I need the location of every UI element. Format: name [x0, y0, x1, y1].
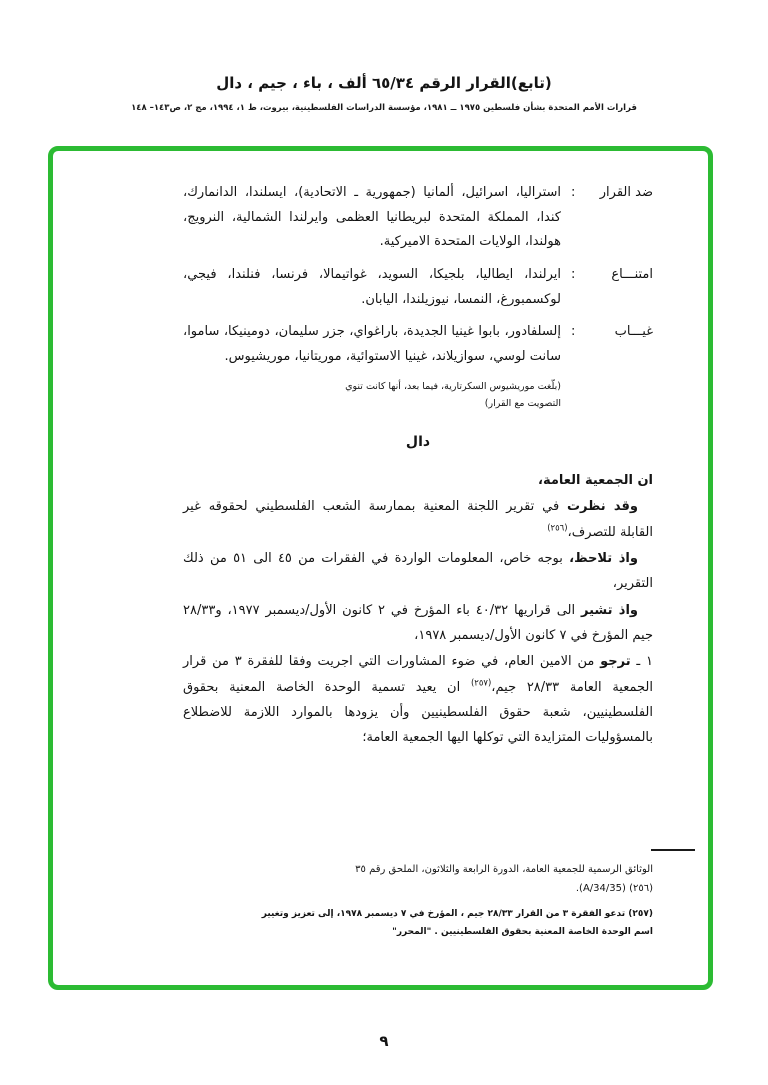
paragraph — [183, 468, 653, 493]
vote-label-text: غيـــاب — [614, 324, 653, 340]
footnote-line: الوثائق الرسمية للجمعية العامة، الدورة الرابعة والثلاثون، الملحق رقم ٣٥ — [355, 864, 653, 875]
footnote-line: (٢٥٦) (A/34/35). — [575, 882, 653, 894]
vote-label-colon: : — [571, 267, 576, 283]
vote-text: ايرلندا، ايطاليا، بلجيكا، السويد، غواتيمالا، فرنسا، فنلندا، فيجي، لوكسمبورغ، النمسا، نيوزيلندا، اليابان. — [183, 267, 561, 307]
highlight-box — [48, 146, 713, 990]
text-segment: ان يعيد تسمية الوحدة الخاصة المعنية بحقوق الفلسطينيين، شعبة حقوق الفلسطينيين وأن يزودها بالموارد اللازمة للاضطلاع بالمسؤوليات المتزايدة التي توكلها اليها الجمعية العامة؛ — [183, 679, 653, 746]
document-header — [0, 74, 768, 113]
text-segment: من الامين العام، في ضوء المشاورات التي اجريت وفقا للفقرة ٣ من قرار الجمعية العامة ٢٨/٣٣ جيم، — [183, 654, 653, 695]
footnote-line: اسم الوحدة الخاصة المعنية بحقوق الفلسطينيين . "المحرر" — [392, 927, 653, 937]
vote-note: (بلّغت موريشيوس السكرتارية، فيما بعد، أنها كانت تنوي التصويت مع القرار) — [345, 380, 561, 409]
source-line: قرارات الأمم المتحدة بشأن فلسطين ١٩٧٥ ــ ١٩٨١، مؤسسة الدراسات الفلسطينية، بيروت، ط ١، ١٩٩٤، مج ٢، ص١٤٣– ١٤٨ — [131, 103, 637, 113]
resolution-paragraphs — [183, 468, 653, 751]
section-heading: دال — [405, 434, 431, 450]
vote-label — [571, 181, 653, 255]
vote-label — [571, 263, 653, 312]
vote-label-text: امتنـــاع — [611, 267, 653, 283]
footnote-ref: (٢٥٧) — [470, 678, 492, 689]
footnote-ref: (٢٥٦) — [547, 523, 568, 534]
text-segment: ترجو — [600, 654, 631, 670]
paragraph — [183, 598, 653, 649]
page-number: ٩ — [379, 1032, 389, 1050]
footnote-line: (٢٥٧) تدعو الفقرة ٣ من القرار ٢٨/٣٣ جيم ، المؤرخ في ٧ ديسمبر ١٩٧٨، إلى تعزيز وتغيير — [261, 909, 653, 919]
text-segment: ان الجمعية العامة، — [538, 473, 653, 488]
text-segment: ١ ـ — [630, 654, 654, 670]
text-segment: في تقرير اللجنة المعنية بممارسة الشعب الفلسطيني لحقوقه غير القابلة للتصرف، — [183, 499, 653, 540]
text-segment: واذ تشير — [581, 602, 638, 618]
vote-label-colon: : — [571, 185, 576, 200]
resolution-content — [53, 151, 708, 751]
vote-row — [183, 263, 653, 312]
vote-text: استراليا، اسرائيل، ألمانيا (جمهورية ـ الاتحادية)، ايسلندا، الدانمارك، كندا، المملكة المتحدة لبريطانيا العظمى وايرلندا الشمالية، النرويج، هولندا، الولايات المتحدة الاميركية. — [183, 185, 561, 250]
footnote-area — [183, 849, 653, 948]
vote-list — [183, 181, 653, 370]
vote-label-colon: : — [571, 324, 576, 340]
footnote — [183, 905, 653, 941]
vote-row — [183, 181, 653, 255]
page-title: (تابع)القرار الرقم ٦٥/٣٤ ألف ، باء ، جيم ، دال — [216, 74, 552, 92]
footnote — [183, 861, 653, 898]
text-segment: بوجه خاص، المعلومات الواردة في الفقرات من ٤٥ الى ٥١ من ذلك التقرير، — [183, 551, 653, 592]
vote-label-text: ضد القرار — [599, 185, 653, 200]
paragraph — [183, 494, 653, 545]
vote-text: إلسلفادور، بابوا غينيا الجديدة، باراغواي، جزر سليمان، دومينيكا، ساموا، سانت لوسي، سوازيلاند، غينيا الاستوائية، موريتانيا، موريشيوس. — [183, 324, 561, 365]
vote-label — [571, 320, 653, 369]
text-segment: واذ تلاحظ، — [569, 551, 638, 567]
paragraph — [183, 649, 653, 750]
paragraph — [183, 546, 653, 597]
text-segment: الى قراريها ٤٠/٣٢ باء المؤرخ في ٢ كانون الأول/ديسمبر ١٩٧٧، و٢٨/٣٣ جيم المؤرخ في ٧ كانون الأول/ديسمبر ١٩٧٨، — [183, 602, 653, 644]
footnotes — [183, 861, 653, 941]
footnote-separator — [651, 849, 695, 851]
text-segment: وقد نظرت — [566, 499, 638, 515]
vote-row — [183, 320, 653, 369]
